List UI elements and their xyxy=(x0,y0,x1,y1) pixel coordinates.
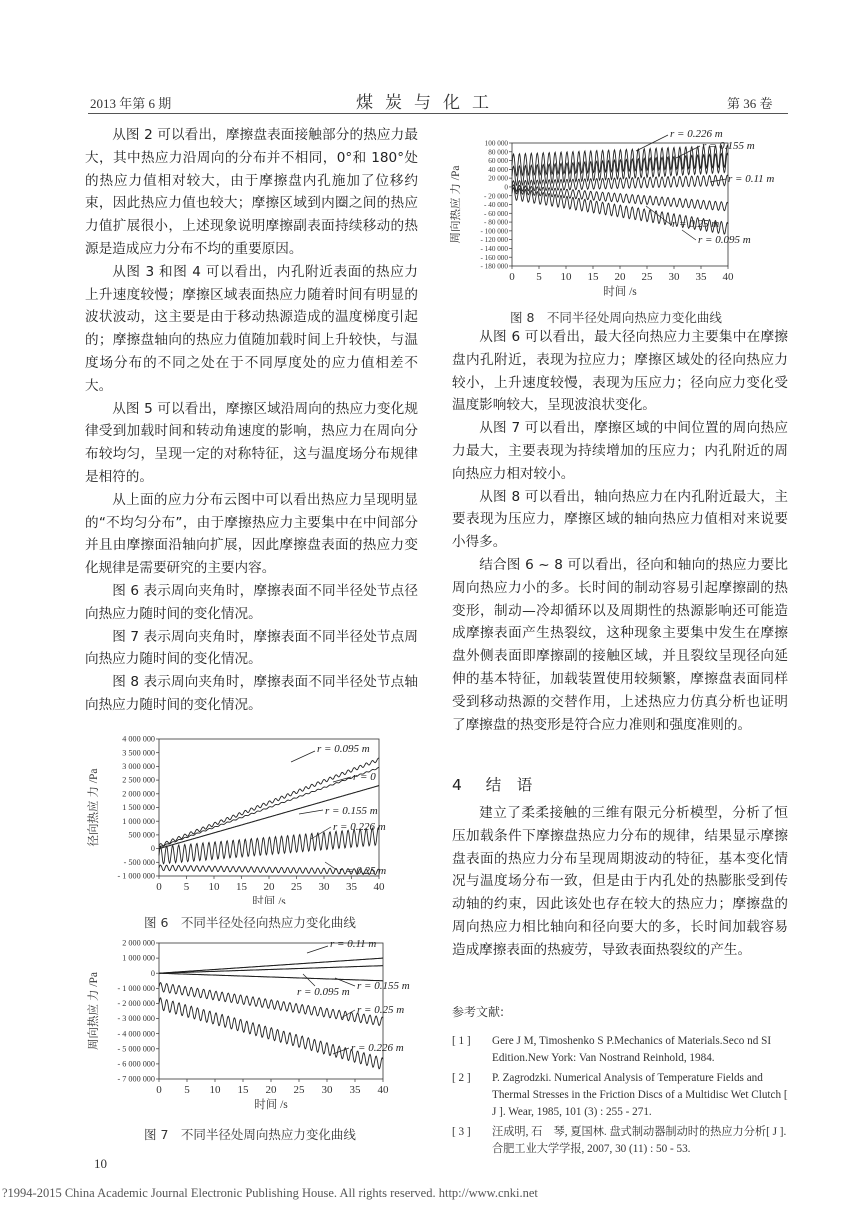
series-label: r = 0.095 m xyxy=(317,743,370,755)
paragraph: 从图 2 可以看出，摩擦盘表面接触部分的热应力最大，其中热应力沿周向的分布并不相同，0°和 180°处的热应力值相对较大，由于摩擦盘内孔施加了位移约束，因此热应力值也较大；摩擦区域到内圈之间的热应力值扩展很小，上述现象说明摩擦副表面持续移动的热源是造成应力分布不均的重要原因。 xyxy=(85,127,418,257)
x-tick-label: 35 xyxy=(346,881,357,893)
y-tick-label: 1 500 000 xyxy=(122,803,155,813)
y-tick-label: - 5 000 000 xyxy=(117,1044,155,1054)
y-tick-label: - 3 000 000 xyxy=(117,1014,155,1024)
series-label: r = 0 xyxy=(353,771,376,783)
x-tick-label: 40 xyxy=(722,271,734,283)
y-tick-label: - 7 000 000 xyxy=(117,1074,155,1084)
y-tick-label: - 2 000 000 xyxy=(117,999,155,1009)
reference-item xyxy=(452,1124,788,1158)
y-tick-label: - 500 000 xyxy=(123,857,155,867)
y-tick-label: - 180 000 xyxy=(480,262,508,271)
y-tick-label: 500 000 xyxy=(128,830,155,840)
series-label: r = 0.095 m xyxy=(297,986,350,998)
paragraph: 结合图 6 ~ 8 可以看出，径向和轴向的热应力要比周向热应力小的多。长时间的制动容易引起摩擦副的热变形，制动—冷却循环以及周期性的热源影响还可能造成摩擦表面产生热裂纹，这种现象主要集中发生在摩擦盘外侧表面即摩擦副的接触区域，并且裂纹呈现径向延伸的基本特征，加载装置使用较频繁，摩擦盘表面同样受到移动热源的交替作用，上述热应力仿真分析也证明了摩擦盘的热变形是符合应力准则和强度准则的。 xyxy=(452,556,788,733)
paragraph: 从图 6 可以看出，最大径向热应力主要集中在摩擦盘内孔附近，表现为拉应力；摩擦区域处的径向热应力较小，上升速度较慢，表现为压应力；径向应力变化受温度影响较大，呈现波浪状变化。 xyxy=(452,329,788,414)
left-column-text xyxy=(85,124,418,717)
y-axis-label: 周向热应 力 /Pa xyxy=(450,165,462,244)
series-label: r = 0.095 m xyxy=(698,234,751,246)
paragraph: 图 8 表示周向夹角时，摩擦表面不同半径处节点轴向热应力随时间的变化情况。 xyxy=(85,674,418,713)
figure-7-caption: 图 7 不同半径处周向热应力变化曲线 xyxy=(144,1127,356,1142)
x-tick-label: 20 xyxy=(265,1084,277,1096)
label-leader xyxy=(307,946,328,953)
copyright-footer: ?1994-2015 China Academic Journal Electronic Publishing House. All rights reserved. http://www.cnki.net xyxy=(2,1186,538,1200)
journal-issue: 2013 年第 6 期 xyxy=(90,96,172,111)
x-tick-label: 20 xyxy=(614,271,626,283)
reference-number: [ 1 ] xyxy=(452,1035,471,1047)
paragraph: 从图 7 可以看出，摩擦区域的中间位置的周向热应力最大，主要表现为持续增加的压应力；内孔附近的周向热应力相对较小。 xyxy=(452,420,788,482)
x-tick-label: 25 xyxy=(293,1084,305,1096)
y-tick-label: 100 000 xyxy=(484,139,508,148)
label-leader xyxy=(333,777,351,782)
y-tick-label: - 100 000 xyxy=(480,227,508,236)
paragraph: 从图 8 可以看出，轴向热应力在内孔附近最大，主要表现为压应力，摩擦区域的轴向热应力值相对来说要小得多。 xyxy=(452,488,788,551)
references-title: 参考文献: xyxy=(452,1005,505,1019)
y-tick-label: 80 000 xyxy=(488,148,508,157)
y-tick-label: 0 xyxy=(150,968,155,978)
x-tick-label: 10 xyxy=(208,881,220,893)
y-axis-label: 周向热应 力 /Pa xyxy=(88,972,100,1050)
y-tick-label: - 6 000 000 xyxy=(117,1059,155,1069)
paragraph: 图 7 表示周向夹角时，摩擦表面不同半径处节点周向热应力随时间的变化情况。 xyxy=(85,628,418,668)
x-tick-label: 15 xyxy=(237,1084,249,1096)
series-label: r = 0.25 m xyxy=(357,1004,405,1016)
label-leader xyxy=(710,179,726,182)
section-number: 4 xyxy=(452,776,462,794)
label-leader xyxy=(311,827,331,839)
y-tick-label: 0 xyxy=(150,844,155,854)
y-tick-label: 2 000 000 xyxy=(122,938,155,948)
y-tick-label: 20 000 xyxy=(488,174,508,183)
figure-7-chart xyxy=(85,936,420,1122)
series-label: r = 0.226 m xyxy=(670,128,723,140)
x-tick-label: 15 xyxy=(587,271,599,283)
figure-6 xyxy=(85,734,420,904)
x-axis-label: 时间 /s xyxy=(254,1099,288,1111)
y-tick-label: - 120 000 xyxy=(480,236,508,245)
series-label: r = 0.25 m xyxy=(339,865,387,877)
section-heading xyxy=(452,773,532,795)
label-leader xyxy=(291,751,315,762)
paragraph: 建立了柔柔接触的三维有限元分析模型，分析了恒压加载条件下摩擦盘热应力分布的规律，结果显示摩擦盘表面的热应力分布呈现周期波动的特征，基本变化情况与温度场分布一致，但是由于内孔处的热膨胀受到传动轴的约束，因此该处也存在较大的热应力；摩擦盘的周向热应力相比轴向和径向要大的多，长时间加载容易造成摩擦表面的热疲劳，导致表面热裂纹的产生。 xyxy=(452,805,788,958)
right-column-text xyxy=(452,326,788,736)
y-tick-label: - 80 000 xyxy=(484,218,508,227)
reference-number: [ 3 ] xyxy=(452,1126,471,1138)
label-leader xyxy=(682,230,696,240)
x-tick-label: 5 xyxy=(184,1084,190,1096)
series-line xyxy=(159,958,383,973)
y-tick-label: 2 500 000 xyxy=(122,775,155,785)
y-tick-label: 1 000 000 xyxy=(122,953,155,963)
y-tick-label: 4 000 000 xyxy=(122,734,155,744)
paragraph: 从上面的应力分布云图中可以看出热应力呈现明显的“不均匀分布”，由于摩擦热应力主要集中在中间部分并且由摩擦面沿轴向扩展，因此摩擦盘表面的热应力变化规律是需要研究的主要内容。 xyxy=(85,491,418,577)
figure-8-caption: 图 8 不同半径处周向热应力变化曲线 xyxy=(510,310,722,325)
figure-6-chart xyxy=(85,734,420,904)
y-axis-label: 径向热应 力 /Pa xyxy=(88,768,100,847)
label-leader xyxy=(299,810,323,814)
x-tick-label: 0 xyxy=(509,271,515,283)
x-tick-label: 30 xyxy=(668,271,680,283)
x-tick-label: 0 xyxy=(156,881,162,893)
journal-volume: 第 36 卷 xyxy=(727,96,773,111)
series-label: r = 0.25 m xyxy=(672,218,720,230)
x-tick-label: 10 xyxy=(560,271,572,283)
series-label: r = 0.226 m xyxy=(351,1042,404,1054)
y-tick-label: 3 500 000 xyxy=(122,748,155,758)
x-tick-label: 0 xyxy=(156,1084,162,1096)
x-tick-label: 5 xyxy=(183,881,190,893)
series-label: r = 0.155 m xyxy=(325,805,378,817)
y-tick-label: - 40 000 xyxy=(484,201,508,210)
x-tick-label: 5 xyxy=(536,271,542,283)
y-tick-label: 40 000 xyxy=(488,165,508,174)
section-title: 结 语 xyxy=(485,776,533,794)
y-tick-label: 3 000 000 xyxy=(122,762,155,771)
reference-item xyxy=(452,1070,788,1121)
reference-text: Gere J M, Timoshenko S P.Mechanics of Materials.Seco nd SI Edition.New York: Van Nostrand Reinhold, 1984. xyxy=(492,1035,772,1064)
x-tick-label: 35 xyxy=(695,271,707,283)
y-tick-label: - 4 000 000 xyxy=(117,1029,155,1039)
y-tick-label: 0 xyxy=(504,183,508,192)
label-leader xyxy=(303,974,315,986)
y-tick-label: - 60 000 xyxy=(484,209,508,218)
paragraph: 从图 3 和图 4 可以看出，内孔附近表面的热应力上升速度较慢；摩擦区域表面热应力随着时间有明显的波状波动，这主要是由于移动热源造成的温度梯度引起的；摩擦盘轴向的热应力值随加载时间上升较快，与温度场分布的不同之处在于不同厚度处的应力值相差不大。 xyxy=(85,263,418,394)
series-label: r = 0.226 m xyxy=(333,821,386,833)
series-line xyxy=(159,973,383,981)
page-number: 10 xyxy=(94,1156,107,1171)
x-tick-label: 25 xyxy=(641,271,653,283)
x-tick-label: 15 xyxy=(236,881,247,893)
y-tick-label: 2 000 000 xyxy=(122,789,155,799)
figure-8-chart xyxy=(450,124,788,306)
x-tick-label: 30 xyxy=(321,1084,333,1096)
y-tick-label: 1 000 000 xyxy=(122,816,155,826)
series-line xyxy=(159,966,383,974)
y-tick-label: - 20 000 xyxy=(484,192,508,201)
y-tick-label: 60 000 xyxy=(488,157,508,166)
figure-6-caption: 图 6 不同半径处径向热应力变化曲线 xyxy=(144,915,356,930)
figure-8 xyxy=(450,124,788,306)
reference-number: [ 2 ] xyxy=(452,1072,471,1084)
x-tick-label: 30 xyxy=(318,881,330,893)
conclusion-text xyxy=(452,802,788,962)
reference-item xyxy=(452,1033,788,1067)
y-tick-label: - 1 000 000 xyxy=(117,983,155,993)
header-rule xyxy=(88,113,788,114)
x-tick-label: 40 xyxy=(373,881,385,893)
reference-text: P. Zagrodzki. Numerical Analysis of Temperature Fields and Thermal Stresses in the Friction Discs of a Multidisc Wet Clutch [ J ]. Wear, 1985, 101 (3) : 255 - 271. xyxy=(492,1072,788,1118)
series-line xyxy=(159,998,383,1069)
series-label: r = 0.155 m xyxy=(357,980,410,992)
y-tick-label: - 160 000 xyxy=(480,253,508,262)
figure-7 xyxy=(85,936,420,1122)
y-tick-label: - 140 000 xyxy=(480,245,508,254)
series-label: r = 0.11 m xyxy=(728,173,775,185)
journal-title: 煤炭与化工 xyxy=(356,93,501,113)
x-tick-label: 20 xyxy=(263,881,275,893)
references-list xyxy=(452,1033,788,1158)
x-tick-label: 35 xyxy=(349,1084,361,1096)
series-label: r = 0.11 m xyxy=(330,938,377,950)
paragraph: 图 6 表示周向夹角时，摩擦表面不同半径处节点径向热应力随时间的变化情况。 xyxy=(85,582,418,622)
paragraph: 从图 5 可以看出，摩擦区域沿周向的热应力变化规律受到加载时间和转动角速度的影响，热应力在周向分布较均匀，呈现一定的对称特征，这与温度场分布规律是相符的。 xyxy=(85,400,418,485)
x-axis-label: 时间 /s xyxy=(252,896,286,904)
x-tick-label: 10 xyxy=(209,1084,221,1096)
x-axis-label: 时间 /s xyxy=(603,286,637,298)
y-tick-label: - 1 000 000 xyxy=(117,871,155,881)
x-tick-label: 25 xyxy=(291,881,302,893)
x-tick-label: 40 xyxy=(377,1084,389,1096)
reference-text: 汪成明, 石 琴, 夏国林. 盘式制动器制动时的热应力分析[ J ]. 合肥工业大学学报, 2007, 30 (11) : 50 - 53. xyxy=(492,1126,787,1155)
series-label: r = 0.155 m xyxy=(702,140,755,152)
